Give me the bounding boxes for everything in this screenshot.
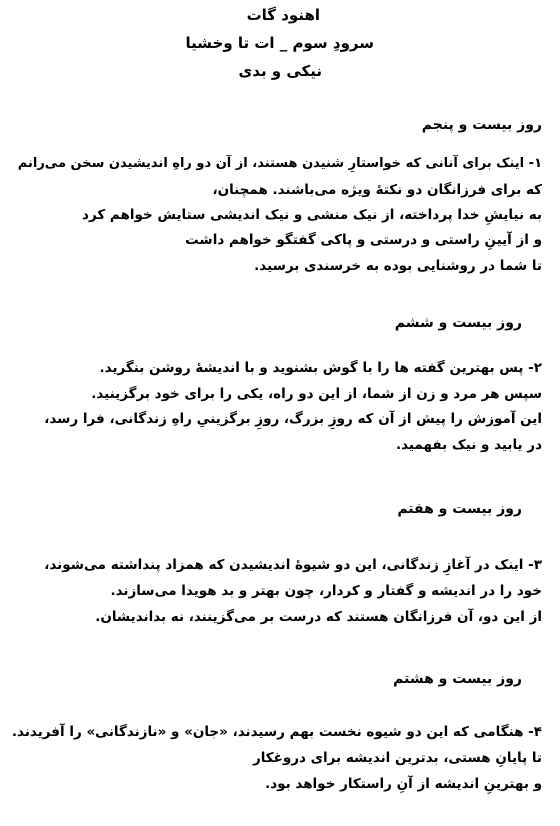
verse-line: تا شما در روشنایی بوده به خرسندی برسید. [254, 258, 542, 274]
verse-line: به نیایشِ خدا پرداخته، از نیک منشی و نیک اندیشی ستایش خواهم کرد [82, 207, 542, 223]
verse-line: سپس هر مرد و زن از شما، از این دو راه، یکی را برای خود برگزینید. [91, 386, 542, 402]
verse-line: و بهترینِ اندیشه از آنِ راستکار خواهد بود. [265, 776, 542, 792]
verse-line: ۳- اینک در آغازِ زندگانی، این دو شیوهٔ اندیشیدن که همزاد پنداشته می‌شوند، [44, 557, 542, 573]
verse-line: ۴- هنگامی که این دو شیوه نخست بهم رسیدند، «جان» و «نازندگانی» را آفریدند. [11, 724, 542, 740]
hymn-title: سرودِ سوم _ ات تا وخشیا [185, 34, 374, 52]
verse-line: در یابید و نیک بفهمید. [396, 437, 542, 453]
gatha-title: اهنود گات [246, 6, 320, 24]
verse-line: از این دو، آن فرزانگان هستند که درست بر می‌گزینند، نه بداندیشان. [95, 609, 542, 625]
verse-line: و از آیینِ راستی و درستی و پاکی گفتگو خواهم داشت [185, 232, 542, 248]
section-heading-day-25: روز بیست و پنجم [421, 117, 542, 133]
section-heading-day-28: روز بیست و هشتم [393, 671, 522, 687]
verse-line: ۱- اینک برای آنانی که خواستارِ شنیدن هستند، از آن دو راهِ اندیشیدن سخن می‌رانم [17, 156, 542, 171]
verse-line: تا پایانِ هستی، بدترین اندیشه برای دروغکار [252, 750, 542, 766]
section-heading-day-27: روز بیست و هفتم [397, 501, 522, 517]
verse-line: که برای فرزانگان دو نکتهٔ ویژه می‌باشند. همچنان، [212, 182, 542, 198]
verse-line: ۲- پس بهترین گفته ها را با گوش بشنوید و با اندیشهٔ روشن بنگرید. [99, 360, 542, 376]
verse-line: این آموزش را پیش از آن که روزِ بزرگ، روزِ برگزینیِ راهِ زندگانی، فرا رسد، [44, 411, 542, 427]
verse-line: خود را در اندیشه و گفتار و کردار، چون بهتر و بد هویدا می‌سازند. [110, 583, 542, 599]
section-heading-day-26: روز بیست و ششم [394, 315, 522, 331]
topic-title: نیکی و بدی [238, 62, 322, 80]
